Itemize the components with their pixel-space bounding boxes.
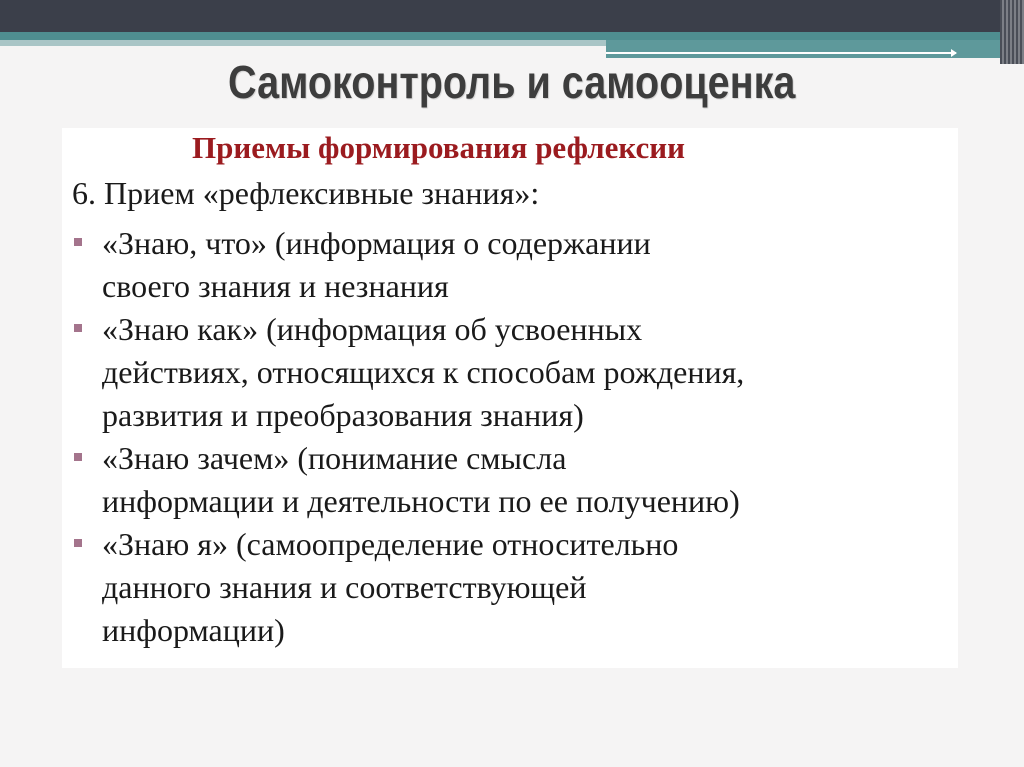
bullet-list <box>72 222 972 652</box>
bullet-line: «Знаю, что» (информация о содержании <box>102 225 651 261</box>
bullet-line: информации и деятельности по ее получению) <box>102 483 740 519</box>
bullet-square-icon <box>74 539 82 547</box>
accent-line <box>606 52 956 54</box>
slide-subtitle: Приемы формирования рефлексии <box>192 130 685 165</box>
top-teal-bar <box>0 32 1000 40</box>
list-item <box>72 222 972 308</box>
top-light-bar <box>0 40 606 46</box>
list-item <box>72 308 972 437</box>
bullet-line: «Знаю зачем» (понимание смысла <box>102 440 567 476</box>
bullet-line: информации) <box>102 612 285 648</box>
bullet-line: развития и преобразования знания) <box>102 397 584 433</box>
bullet-square-icon <box>74 238 82 246</box>
bullet-square-icon <box>74 453 82 461</box>
bullet-line: «Знаю как» (информация об усвоенных <box>102 311 643 347</box>
bullet-line: своего знания и незнания <box>102 268 449 304</box>
bullet-line: «Знаю я» (самоопределение относительно <box>102 526 679 562</box>
bullet-line: данного знания и соответствующей <box>102 569 587 605</box>
slide-title: Самоконтроль и самооценка <box>228 56 796 108</box>
intro-text: 6. Прием «рефлексивные знания»: <box>72 175 540 211</box>
bullet-square-icon <box>74 324 82 332</box>
list-item <box>72 437 972 523</box>
top-dark-bar <box>0 0 1024 32</box>
bullet-line: действиях, относящихся к способам рождения, <box>102 354 745 390</box>
list-item <box>72 523 972 652</box>
corner-stripes <box>1000 0 1024 64</box>
